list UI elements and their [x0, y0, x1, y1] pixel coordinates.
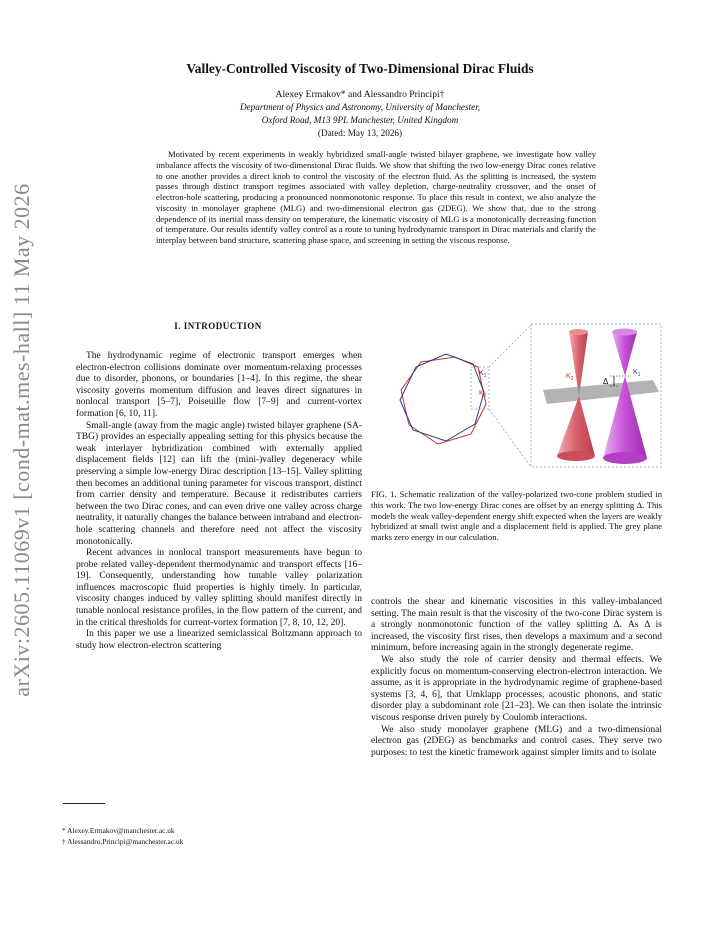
paragraph: Recent advances in nonlocal transport measurements have begun to probe related valley-dependent thermodynamic and transport effects [16–19]. Consequently, understanding how tunable valley polarization influences macroscopic fluid properties is highly timely. In particular, viscosity changes induced by valley splitting should manifest directly in tunable nonlocal resistance profiles, in the flow pattern of the current, and in the critical thresholds for current-vortex formation [7, 8, 10, 12, 20]. — [76, 548, 362, 628]
hexagon-red — [401, 357, 486, 444]
left-column — [76, 351, 362, 652]
paragraph: Small-angle (away from the magic angle) twisted bilayer graphene (SA-TBG) provides an especially appealing setting for this physics because the weak interlayer hybridization combined with externally applied displacement fields [12] can lift the (mini-)valley degeneracy while preserving a simple low-energy Dirac description [13–15]. Valley splitting then becomes an additional tuning parameter for viscous transport, distinct from carrier density and temperature. Because it redistributes carriers between the two Dirac cones, and can even drive one valley across charge neutrality, it naturally changes the balance between intraband and electron-hole scattering channels and therefore need not affect the viscosity monotonically. — [76, 420, 362, 547]
label-k2-small: $K_2$ — [479, 390, 487, 399]
label-k1-inset: $K_1$ — [633, 369, 641, 378]
affiliation-line-2: Oxford Road, M13 9PL Manchester, United Kingdom — [261, 115, 459, 125]
footnote-rule — [63, 803, 105, 804]
figure-caption: FIG. 1. Schematic realization of the valley-polarized two-cone problem studied in this work. The two low-energy Dirac cones are offset by an energy splitting Δ. This models the weak valley-dependent energy shift expected when the layers are weakly hybridized at small twist angle and a displacement field is applied. The grey plane marks zero energy in our calculation. — [371, 489, 662, 543]
section-heading: I. INTRODUCTION — [174, 321, 262, 331]
paper-title: Valley-Controlled Viscosity of Two-Dimensional Dirac Fluids — [186, 61, 534, 76]
date-line: (Dated: May 13, 2026) — [317, 128, 403, 138]
paragraph: In this paper we use a linearized semiclassical Boltzmann approach to study how electron-electron scattering — [76, 629, 362, 651]
figure-1 — [371, 322, 663, 472]
arxiv-watermark: arXiv:2605.11069v1 [cond-mat.mes-hall] 11 May 2026 — [9, 183, 34, 697]
authors: Alexey Ermakov* and Alessandro Principi† — [275, 89, 445, 100]
abstract: Motivated by recent experiments in weakly hybridized small-angle twisted bilayer graphene, we investigate how valley imbalance affects the viscosity of two-dimensional Dirac fluids. We show that shifting the two low-energy Dirac cones relative to one another provides a direct knob to control the viscosity of the electron fluid. As the splitting is increased, the system passes through distinct transport regimes associated with valley depletion, charge-neutrality crossover, and the onset of electron-hole scattering, producing a pronounced nonmonotonic response. To place this result in context, we also analyze the viscosity in monolayer graphene (MLG) and two-dimensional electron gas (2DEG). We show that, due to the strong dependence of its inertial mass density on temperature, the kinematic viscosity of MLG is a monotonically decreasing function of temperature. Our results identify valley control as a route to tuning hydrodynamic transport in Dirac materials and clarify the interplay between band structure, scattering phase space, and screening in setting the viscous response. — [156, 149, 596, 245]
footnote-2: † Alessandro.Principi@manchester.ac.uk — [62, 837, 184, 846]
paragraph: controls the shear and kinematic viscosities in this valley-imbalanced setting. The main result is that the viscosity of the two-cone Dirac system is a strongly nonmonotonic function of the valley splitting Δ. As Δ is increased, the viscosity first rises, then develops a maximum and a second minimum, before increasing again in the strongly degenerate regime. — [371, 597, 662, 654]
paragraph: We also study monolayer graphene (MLG) and a two-dimensional electron gas (2DEG) as benchmarks and control cases. They serve two purposes: to test the kinetic framework against simpler limits and to isolate — [371, 724, 662, 758]
paragraph: The hydrodynamic regime of electronic transport emerges when electron-electron collisions dominate over momentum-relaxing processes due to disorder, phonons, or boundaries [1–4]. In this regime, the shear viscosity governs momentum diffusion and leaves direct signatures in nonlocal transport [5–7], Poiseuille flow [7–9] and current-vortex formation [6, 10, 11]. — [76, 351, 362, 419]
paragraph: We also study the role of carrier density and thermal effects. We explicitly focus on momentum-conserving electron-electron interaction. We assume, as it is appropriate in the hydrodynamic regime of graphene-based systems [3, 4, 6], that Umklapp processes, acoustic phonons, and static disorder play a subdominant role [21–23]. We can then isolate the intrinsic viscous response driven purely by Coulomb interactions. — [371, 654, 662, 723]
affiliation-line-1: Department of Physics and Astronomy, University of Manchester, — [239, 102, 481, 112]
footnote-1: * Alexey.Ermakov@manchester.ac.uk — [62, 826, 175, 835]
right-column — [371, 597, 662, 759]
label-delta: Δ — [603, 377, 609, 386]
label-k2-inset: $K_2$ — [566, 373, 574, 382]
label-k1-small: $K_1$ — [479, 370, 487, 379]
